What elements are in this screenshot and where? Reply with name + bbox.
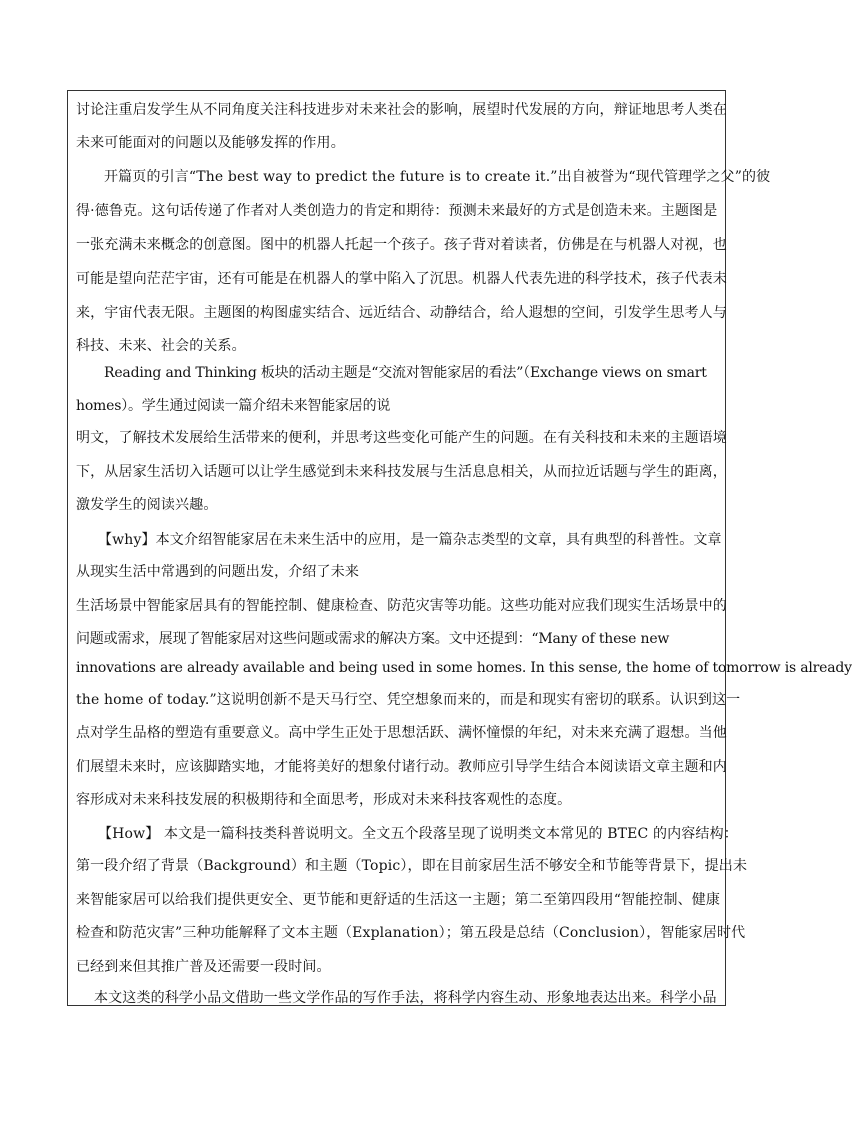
paragraph-line: 【How】 本文是一篇科技类科普说明文。全文五个段落呈现了说明类文本常见的 BTEC 的内容结构： (98, 826, 738, 842)
paragraph-line: innovations are already available and being used in some homes. In this sense, the home of tomorrow is already (76, 660, 852, 676)
paragraph-line: 讨论注重启发学生从不同角度关注科技进步对未来社会的影响，展望时代发展的方向，辩证地思考人类在 (76, 102, 727, 118)
content-table-cell (67, 90, 852, 1006)
paragraph-line: 得·德鲁克。这句话传递了作者对人类创造力的肯定和期待：预测未来最好的方式是创造未来。主题图是 (76, 203, 718, 219)
paragraph-line: 已经到来但其推广普及还需要一段时间。 (76, 959, 331, 975)
paragraph-line: Reading and Thinking 板块的活动主题是“交流对智能家居的看法”（Exchange views on smart (104, 365, 707, 381)
paragraph-line: 激发学生的阅读兴趣。 (76, 497, 218, 513)
paragraph-line: the home of today.”这说明创新不是天马行空、凭空想象而来的，而是和现实有密切的联系。认识到这一 (76, 692, 741, 708)
paragraph-line: 一张充满未来概念的创意图。图中的机器人托起一个孩子。孩子背对着读者，仿佛是在与机器人对视，也 (76, 237, 727, 253)
paragraph-line: 来智能家居可以给我们提供更安全、更节能和更舒适的生活这一主题；第二至第四段用“智能控制、健康 (76, 892, 721, 908)
paragraph-line: 问题或需求，展现了智能家居对这些问题或需求的解决方案。文中还提到：“Many of these new (76, 631, 670, 647)
paragraph-line: 未来可能面对的问题以及能够发挥的作用。 (76, 135, 345, 151)
paragraph-line: 本文这类的科学小品文借助一些文学作品的写作手法，将科学内容生动、形象地表达出来。科学小品 (94, 990, 717, 1006)
paragraph-line: 生活场景中智能家居具有的智能控制、健康检查、防范灾害等功能。这些功能对应我们现实生活场景中的 (76, 598, 727, 614)
paragraph-line: 检查和防范灾害”三种功能解释了文本主题（Explanation）；第五段是总结（Conclusion），智能家居时代 (76, 925, 746, 941)
paragraph-line: 下，从居家生活切入话题可以让学生感觉到未来科技发展与生活息息相关，从而拉近话题与学生的距离， (76, 464, 727, 480)
paragraph-line: 从现实生活中常遇到的问题出发，介绍了未来 (76, 564, 359, 580)
paragraph-line: 可能是望向茫茫宇宙，还有可能是在机器人的掌中陷入了沉思。机器人代表先进的科学技术，孩子代表未 (76, 271, 727, 287)
paragraph-line: 来，宇宙代表无限。主题图的构图虚实结合、远近结合、动静结合，给人遐想的空间，引发学生思考人与 (76, 305, 727, 321)
paragraph-line: 容形成对未来科技发展的积极期待和全面思考，形成对未来科技客观性的态度。 (76, 792, 572, 808)
paragraph-line: homes）。学生通过阅读一篇介绍未来智能家居的说 (76, 398, 391, 414)
paragraph-line: 们展望未来时，应该脚踏实地，才能将美好的想象付诸行动。教师应引导学生结合本阅读语文章主题和内 (76, 759, 727, 775)
paragraph-line: 第一段介绍了背景（Background）和主题（Topic），即在目前家居生活不够安全和节能等背景下，提出未 (76, 858, 748, 874)
paragraph-line: 点对学生品格的塑造有重要意义。高中学生正处于思想活跃、满怀憧憬的年纪，对未来充满了遐想。当他 (76, 725, 727, 741)
paragraph-line: 明文，了解技术发展给生活带来的便利，并思考这些变化可能产生的问题。在有关科技和未来的主题语境 (76, 430, 727, 446)
paragraph-line: 科技、未来、社会的关系。 (76, 338, 246, 354)
paragraph-line: 开篇页的引言“The best way to predict the future is to create it.”出自被誉为“现代管理学之父”的彼 (104, 169, 771, 185)
paragraph-line: 【why】本文介绍智能家居在未来生活中的应用，是一篇杂志类型的文章，具有典型的科普性。文章 (98, 532, 722, 548)
